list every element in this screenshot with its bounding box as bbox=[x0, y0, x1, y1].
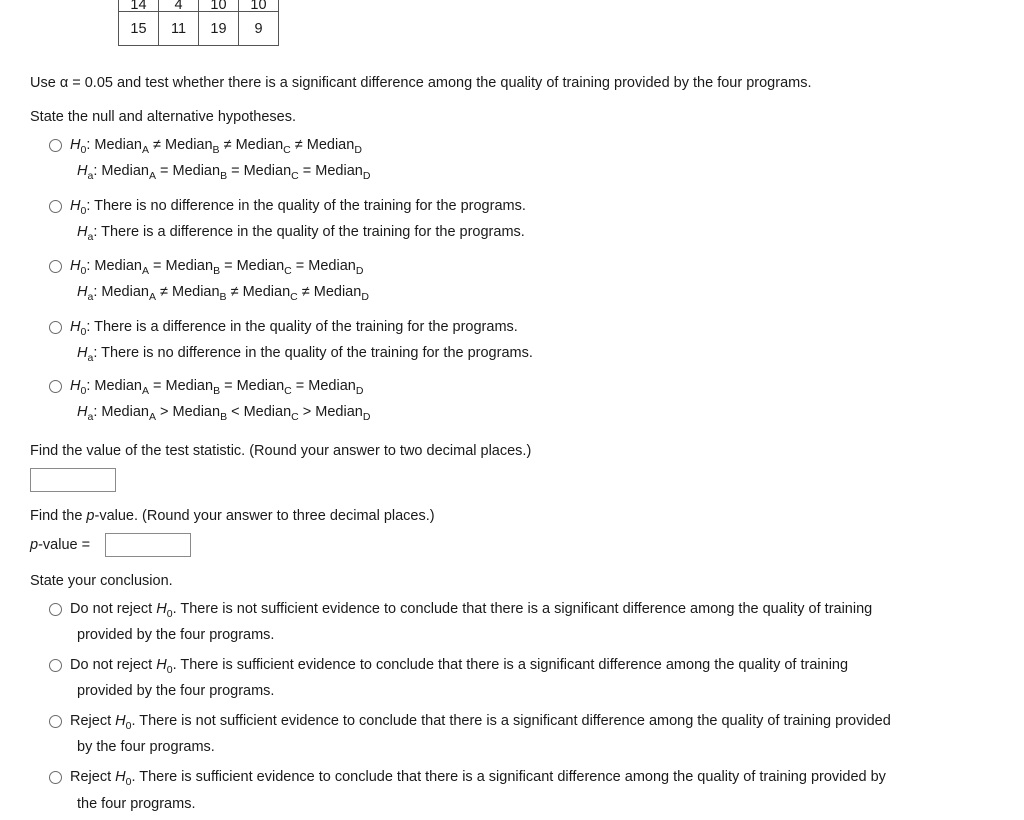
p-italic: p bbox=[86, 508, 95, 524]
sub: C bbox=[284, 265, 292, 277]
table-cell: 14 bbox=[119, 0, 159, 12]
hypothesis-3-ha bbox=[77, 284, 369, 303]
sub: D bbox=[361, 291, 369, 303]
p-italic: p bbox=[30, 537, 39, 553]
conclusion-4-line1 bbox=[70, 769, 886, 788]
sub: C bbox=[290, 291, 298, 303]
conclusion-1-line1 bbox=[70, 601, 873, 620]
conclusion-radio-1[interactable] bbox=[49, 603, 62, 616]
sub-a: a bbox=[87, 352, 94, 364]
sub: D bbox=[362, 411, 371, 423]
table-cell: 15 bbox=[119, 12, 159, 46]
conclusion-pre: Do not reject bbox=[70, 601, 157, 617]
data-table bbox=[118, 0, 279, 46]
conclusion-1-line2: provided by the four programs. bbox=[77, 627, 275, 643]
sub-a: a bbox=[87, 231, 94, 243]
sub-0: 0 bbox=[166, 664, 173, 676]
h-symbol: H bbox=[70, 198, 81, 214]
rel: ≠ Median bbox=[219, 137, 284, 153]
test-statistic-input[interactable] bbox=[30, 468, 116, 492]
ha-text: : There is a difference in the quality of the training for the programs. bbox=[93, 224, 525, 240]
rel: ≠ Median bbox=[155, 284, 220, 300]
hypothesis-1-ha bbox=[77, 163, 371, 182]
table-cell: 4 bbox=[159, 0, 199, 12]
h-symbol: H bbox=[77, 224, 88, 240]
conclusion-prompt: State your conclusion. bbox=[30, 573, 173, 589]
ha-text: : There is no difference in the quality of the training for the programs. bbox=[93, 345, 533, 361]
hypothesis-4-h0 bbox=[70, 319, 518, 338]
sub: B bbox=[213, 265, 221, 277]
hypothesis-2-h0 bbox=[70, 198, 526, 217]
h-symbol: H bbox=[70, 258, 81, 274]
sub: C bbox=[291, 411, 299, 423]
h-symbol: H bbox=[77, 284, 88, 300]
sub: A bbox=[141, 265, 149, 277]
conclusion-post: . There is sufficient evidence to conclude that there is a significant difference among the quality of training provided by bbox=[131, 769, 886, 785]
h-symbol: H bbox=[70, 378, 81, 394]
sub: C bbox=[283, 144, 291, 156]
h-symbol: H bbox=[70, 137, 81, 153]
intro-text: Use α = 0.05 and test whether there is a significant difference among the quality of training provided by the four programs. bbox=[30, 75, 812, 91]
rel: = Median bbox=[220, 378, 285, 394]
sub: A bbox=[148, 291, 156, 303]
sub: C bbox=[284, 385, 292, 397]
conclusion-3-line2: by the four programs. bbox=[77, 739, 215, 755]
sub: B bbox=[220, 170, 228, 182]
test-statistic-prompt: Find the value of the test statistic. (Round your answer to two decimal places.) bbox=[30, 443, 532, 459]
sub-0: 0 bbox=[80, 144, 87, 156]
conclusion-radio-2[interactable] bbox=[49, 659, 62, 672]
conclusion-3-line1 bbox=[70, 713, 891, 732]
h-symbol: H bbox=[77, 163, 88, 179]
h-symbol: H bbox=[156, 657, 167, 673]
hypothesis-radio-2[interactable] bbox=[49, 200, 62, 213]
sub: D bbox=[355, 265, 364, 277]
rel: = Median bbox=[298, 163, 363, 179]
hypothesis-radio-4[interactable] bbox=[49, 321, 62, 334]
sub: B bbox=[213, 385, 221, 397]
sub: D bbox=[362, 170, 371, 182]
table-row bbox=[119, 0, 279, 12]
h-symbol: H bbox=[70, 319, 81, 335]
sub-0: 0 bbox=[125, 776, 132, 788]
rel: = Median bbox=[148, 258, 214, 274]
conclusion-radio-4[interactable] bbox=[49, 771, 62, 784]
rel: ≠ Median bbox=[290, 137, 355, 153]
conclusion-pre: Reject bbox=[70, 769, 116, 785]
rel: = Median bbox=[155, 163, 221, 179]
sub: A bbox=[148, 411, 156, 423]
p-value-prompt bbox=[30, 508, 435, 524]
table-cell: 9 bbox=[239, 12, 279, 46]
p-value-label-rest: -value = bbox=[38, 537, 91, 553]
sub: B bbox=[220, 411, 228, 423]
conclusion-4-line2: the four programs. bbox=[77, 796, 196, 812]
hypotheses-prompt: State the null and alternative hypotheses. bbox=[30, 109, 297, 125]
sub-a: a bbox=[87, 411, 94, 423]
median-text: : Median bbox=[86, 137, 142, 153]
p-value-prompt-post: -value. (Round your answer to three decimal places.) bbox=[94, 508, 435, 524]
h0-text: : There is no difference in the quality of the training for the programs. bbox=[86, 198, 526, 214]
rel: ≠ Median bbox=[148, 137, 213, 153]
h-symbol: H bbox=[77, 404, 88, 420]
hypothesis-radio-3[interactable] bbox=[49, 260, 62, 273]
rel: = Median bbox=[220, 258, 285, 274]
conclusion-post: . There is not sufficient evidence to conclude that there is a significant difference among the quality of training provided bbox=[131, 713, 891, 729]
sub: C bbox=[291, 170, 299, 182]
table-row bbox=[119, 12, 279, 46]
rel: = Median bbox=[291, 378, 356, 394]
sub-0: 0 bbox=[166, 608, 173, 620]
h-symbol: H bbox=[77, 345, 88, 361]
sub-0: 0 bbox=[80, 326, 87, 338]
p-value-prompt-pre: Find the bbox=[30, 508, 87, 524]
hypothesis-1-h0 bbox=[70, 137, 362, 156]
median-text: : Median bbox=[93, 284, 149, 300]
h-symbol: H bbox=[115, 713, 126, 729]
h-symbol: H bbox=[156, 601, 167, 617]
rel: = Median bbox=[227, 163, 292, 179]
rel: > Median bbox=[298, 404, 363, 420]
hypothesis-2-ha bbox=[77, 224, 525, 243]
rel: ≠ Median bbox=[297, 284, 362, 300]
rel: > Median bbox=[155, 404, 221, 420]
rel: = Median bbox=[148, 378, 214, 394]
hypothesis-4-ha bbox=[77, 345, 533, 364]
conclusion-pre: Do not reject bbox=[70, 657, 157, 673]
h0-text: : There is a difference in the quality of the training for the programs. bbox=[86, 319, 518, 335]
sub: D bbox=[354, 144, 362, 156]
sub: D bbox=[355, 385, 364, 397]
table-cell: 19 bbox=[199, 12, 239, 46]
conclusion-radio-3[interactable] bbox=[49, 715, 62, 728]
p-value-label bbox=[30, 537, 90, 553]
median-text: : Median bbox=[93, 404, 149, 420]
hypothesis-radio-1[interactable] bbox=[49, 139, 62, 152]
sub: A bbox=[141, 385, 149, 397]
table-cell: 10 bbox=[199, 0, 239, 12]
rel: < Median bbox=[227, 404, 292, 420]
sub-0: 0 bbox=[80, 385, 87, 397]
sub-0: 0 bbox=[80, 265, 87, 277]
sub: B bbox=[219, 291, 227, 303]
median-text: : Median bbox=[86, 378, 142, 394]
conclusion-pre: Reject bbox=[70, 713, 116, 729]
sub-a: a bbox=[87, 291, 94, 303]
median-text: : Median bbox=[86, 258, 142, 274]
conclusion-post: . There is sufficient evidence to conclude that there is a significant difference among the quality of training bbox=[172, 657, 849, 673]
sub-a: a bbox=[87, 170, 94, 182]
table-cell: 10 bbox=[239, 0, 279, 12]
sub: A bbox=[141, 144, 149, 156]
h-symbol: H bbox=[115, 769, 126, 785]
conclusion-2-line1 bbox=[70, 657, 849, 676]
sub-0: 0 bbox=[80, 205, 87, 217]
conclusion-post: . There is not sufficient evidence to conclude that there is a significant difference among the quality of training bbox=[172, 601, 873, 617]
conclusion-2-line2: provided by the four programs. bbox=[77, 683, 275, 699]
hypothesis-5-h0 bbox=[70, 378, 364, 397]
median-text: : Median bbox=[93, 163, 149, 179]
table-cell: 11 bbox=[159, 12, 199, 46]
rel: ≠ Median bbox=[226, 284, 291, 300]
p-value-input[interactable] bbox=[105, 533, 191, 557]
sub: A bbox=[148, 170, 156, 182]
sub: B bbox=[212, 144, 220, 156]
rel: = Median bbox=[291, 258, 356, 274]
sub-0: 0 bbox=[125, 720, 132, 732]
hypothesis-5-ha bbox=[77, 404, 371, 423]
hypothesis-radio-5[interactable] bbox=[49, 380, 62, 393]
hypothesis-3-h0 bbox=[70, 258, 364, 277]
